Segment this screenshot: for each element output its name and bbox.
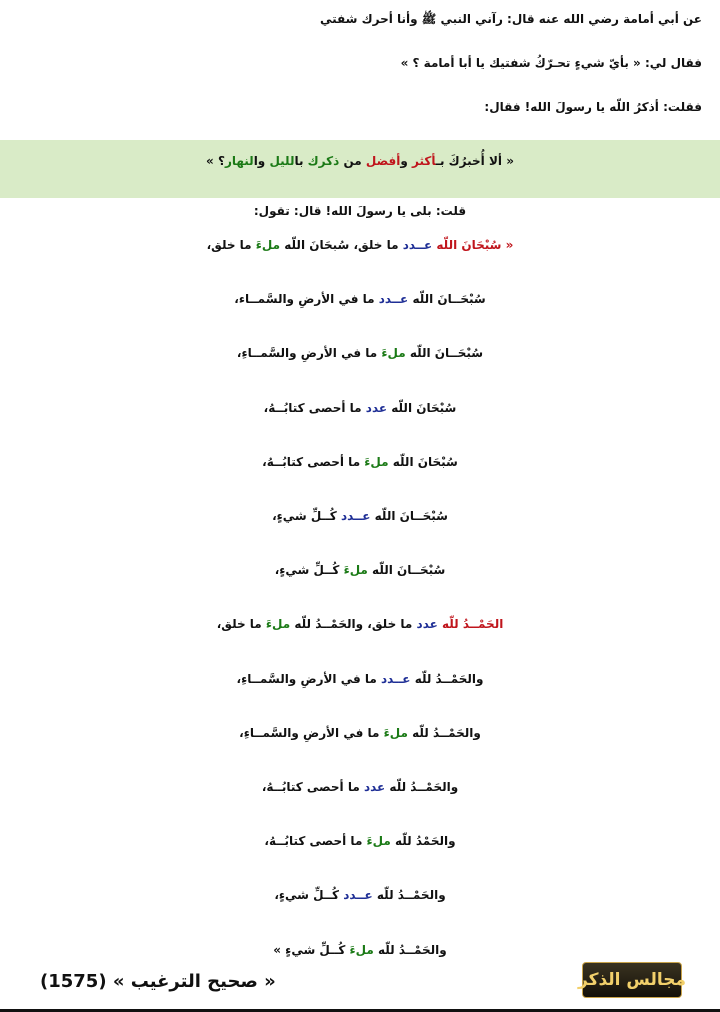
- dhikr-segment: ما في الأرضِ والسَّمــاءِ،: [236, 346, 382, 361]
- dhikr-segment: ما خلق، والحَمْــدُ للّه: [290, 617, 417, 632]
- dhikr-segment: الحَمْــدُ للّه: [437, 617, 504, 632]
- dhikr-segment: ما خلق، سُبحَانَ اللّه: [280, 238, 403, 252]
- highlight-word-akthar: أكثر: [412, 154, 436, 168]
- dhikr-segment: عدد: [365, 400, 388, 415]
- dhikr-segment: ملءَ: [343, 563, 368, 578]
- dhikr-segment: ما أحصى كتابُــهُ،: [264, 834, 367, 849]
- dhikr-segment: والحَمْــدُ للّه: [385, 780, 459, 794]
- dhikr-segment: ملءَ: [255, 238, 281, 252]
- dhikr-segment: ما في الأرضِ والسَّمــاءِ،: [239, 725, 384, 740]
- dhikr-segment: سُبْحَــانَ اللّه: [367, 563, 446, 578]
- highlight-connector-4: وا: [253, 154, 270, 168]
- dhikr-line: [0, 834, 720, 848]
- dhikr-segment: ما أحصى كتابُــهُ،: [262, 454, 365, 469]
- dhikr-segment: عــدد: [340, 509, 371, 523]
- dhikr-segment: ملءَ: [366, 834, 391, 849]
- dhikr-segment: والحَمْــدُ للّه: [373, 942, 447, 957]
- highlight-line: [0, 154, 720, 168]
- dhikr-segment: كُــلِّ شيءٍ،: [272, 509, 341, 523]
- intro-line-1: عن أبي أمامة رضي الله عنه قال: رآني النبي ﷺ وأنا أحرك شفتي: [319, 12, 702, 26]
- highlight-band: [0, 140, 720, 198]
- dhikr-line: [0, 780, 720, 794]
- dhikr-line: [0, 238, 720, 252]
- dhikr-segment: كُــلِّ شيءٍ،: [274, 888, 344, 903]
- dhikr-segment: سُبْحَانَ اللّه: [388, 454, 458, 469]
- reply-line: قلت: بلى يا رسولَ الله! قال: تقول:: [253, 204, 467, 218]
- dhikr-segment: عدد: [416, 617, 438, 632]
- dhikr-line: [0, 617, 720, 631]
- dhikr-line: [0, 346, 720, 360]
- highlight-connector-3: با: [294, 154, 308, 168]
- dhikr-segment: عــدد: [378, 292, 409, 307]
- dhikr-line: [0, 292, 720, 306]
- dhikr-line: [0, 401, 720, 415]
- highlight-word-dhikr: ذكرك: [307, 154, 340, 168]
- logo-majalis-al-dhikr: مجالس الذكر: [582, 962, 682, 998]
- dhikr-line: [0, 509, 720, 523]
- dhikr-segment: سُبْحَــانَ اللّه: [405, 346, 484, 361]
- intro-line-2: فقال لي: « بأيّ شيءٍ تحـرّكُ شفتيك يا أبا أمامة ؟ »: [400, 56, 702, 70]
- highlight-word-layl: لليل: [269, 154, 295, 168]
- highlight-word-afdal: أفضل: [365, 154, 401, 168]
- dhikr-segment: كُــلِّ شيءٍ »: [273, 942, 350, 957]
- dhikr-segment: والحَمْــدُ للّه: [372, 888, 446, 903]
- dhikr-segment: عــدد: [402, 238, 433, 252]
- dhikr-segment: ملءَ: [265, 617, 291, 632]
- dhikr-segment: ما خلق،: [216, 617, 266, 632]
- dhikr-segment: كُــلِّ شيءٍ،: [274, 563, 344, 578]
- highlight-word-nahar: لنهار: [224, 154, 254, 168]
- dhikr-segment: ما في الأرضِ والسَّمــاءِ،: [236, 671, 382, 686]
- dhikr-line: [0, 943, 720, 957]
- dhikr-segment: ملءَ: [364, 454, 389, 469]
- citation: « صحيح الترغيب » (1575): [40, 971, 276, 992]
- dhikr-segment: ما في الأرضِ والسَّمــاء،: [234, 292, 379, 307]
- dhikr-segment: سُبْحَانَ اللّه: [387, 400, 457, 415]
- dhikr-line: [0, 455, 720, 469]
- dhikr-segment: ملءَ: [381, 346, 406, 361]
- highlight-connector-2: من: [339, 154, 366, 168]
- dhikr-line: [0, 726, 720, 740]
- dhikr-line: [0, 888, 720, 902]
- dhikr-segment: والحَمْدُ للّه: [390, 834, 456, 849]
- dhikr-segment: عــدد: [343, 888, 373, 903]
- dhikr-line: [0, 672, 720, 686]
- dhikr-line: [0, 563, 720, 577]
- dhikr-segment: ما خلق،: [206, 238, 256, 252]
- dhikr-segment: ملءَ: [383, 725, 408, 740]
- highlight-open: « ألا أُخبرُكَ بـ: [435, 154, 514, 168]
- intro-line-3: فقلت: أذكرُ اللّه يا رسولَ الله! فقال:: [484, 100, 702, 114]
- dhikr-segment: عــدد: [381, 671, 411, 686]
- dhikr-segment: سُبْحَــانَ اللّه: [370, 509, 448, 523]
- dhikr-segment: سُبْحَــانَ اللّه: [408, 292, 486, 307]
- highlight-connector-1: و: [400, 154, 413, 168]
- dhikr-segment: ملءَ: [349, 942, 374, 957]
- dhikr-segment: ما أحصى كتابُــهُ،: [263, 400, 366, 415]
- dhikr-segment: ما أحصى كتابُــهُ،: [261, 780, 364, 794]
- dhikr-segment: والحَمْــدُ للّه: [407, 725, 481, 740]
- highlight-close: ؟ »: [206, 154, 225, 168]
- dhikr-segment: عدد: [363, 780, 386, 794]
- dhikr-segment: « سُبْحَانَ اللّه: [432, 238, 514, 252]
- dhikr-segment: والحَمْــدُ للّه: [410, 671, 484, 686]
